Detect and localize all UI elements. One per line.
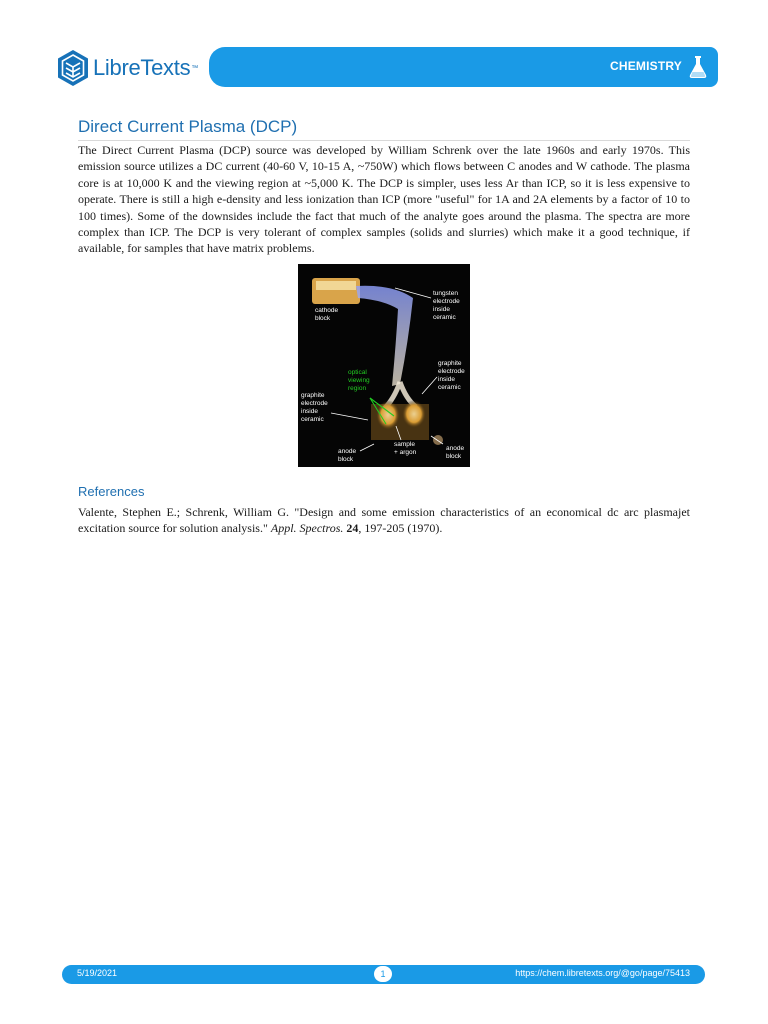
reference-pages-year: , 197-205 (1970).	[358, 521, 443, 536]
body-paragraph: The Direct Current Plasma (DCP) source was developed by William Schrenk over the late 1960s and early 1970s. This emission source utilizes a DC current (40-60 V, 10-15 A, ~750W) which flows between C anodes and W cathode. The plasma core is at 10,000 K and the viewing region at ~5,000 K. The DCP is simpler, uses less Ar than ICP, so it is less expensive to operate. There is still a high e-density and less ionization than ICP (more "useful" for 1A and 2A elements by a factor of 10 to 100 times). Some of the downsides include the fact that much of the analyte goes around the plasma. The spectra are more complex than ICP. The DCP is very tolerant of complex samples (solids and slurries) which make it a good technique, if available, for samples that have matrix problems.	[78, 143, 690, 256]
footer-date: 5/19/2021	[77, 968, 118, 978]
flask-icon	[688, 55, 708, 79]
label-graphite-left-4: ceramic	[301, 416, 324, 423]
reference-journal: Appl. Spectros.	[270, 521, 344, 536]
subject-banner	[209, 47, 718, 87]
label-optical-1: optical	[348, 369, 367, 376]
label-sample-2: + argon	[394, 449, 417, 456]
reference-entry	[78, 504, 690, 537]
label-sample-1: sample	[394, 441, 415, 448]
label-graphite-left-3: inside	[301, 408, 318, 415]
label-tungsten-3: inside	[433, 306, 450, 313]
page-title: Direct Current Plasma (DCP)	[78, 117, 690, 141]
label-anode-left-2: block	[338, 456, 354, 463]
libretexts-logo[interactable]	[55, 47, 198, 89]
logo-text: LibreTexts	[93, 55, 191, 80]
libretexts-hexagon-icon	[55, 48, 91, 88]
subject-label[interactable]: CHEMISTRY	[609, 59, 682, 73]
references-heading: References	[78, 484, 145, 499]
label-graphite-right-2: electrode	[438, 368, 465, 375]
label-graphite-left-2: electrode	[301, 400, 328, 407]
label-tungsten-2: electrode	[433, 298, 460, 305]
label-tungsten-1: tungsten	[433, 290, 458, 297]
dcp-photo	[298, 264, 470, 467]
label-tungsten-4: ceramic	[433, 314, 456, 321]
label-optical-3: region	[348, 385, 367, 392]
label-anode-right-1: anode	[446, 445, 465, 452]
page-footer	[62, 965, 705, 984]
footer-page-number: 1	[374, 966, 392, 982]
dcp-photo-figure	[298, 264, 470, 467]
logo-trademark: ™	[191, 64, 199, 72]
label-anode-right-2: block	[446, 453, 462, 460]
label-graphite-right-1: graphite	[438, 360, 462, 367]
label-cathode-1: cathode	[315, 307, 339, 314]
reference-authors-title: Valente, Stephen E.; Schrenk, William G. "Design and some emission characteristics of an economical dc arc plasmajet excitation source for solution analysis."	[78, 505, 690, 536]
label-graphite-right-4: ceramic	[438, 384, 461, 391]
label-optical-2: viewing	[348, 377, 370, 384]
label-cathode-2: block	[315, 315, 331, 322]
reference-volume: 24	[346, 521, 359, 536]
label-graphite-right-3: inside	[438, 376, 455, 383]
label-anode-left-1: anode	[338, 448, 357, 455]
label-graphite-left-1: graphite	[301, 392, 325, 399]
footer-url-link[interactable]: https://chem.libretexts.org/@go/page/75413	[515, 968, 690, 978]
